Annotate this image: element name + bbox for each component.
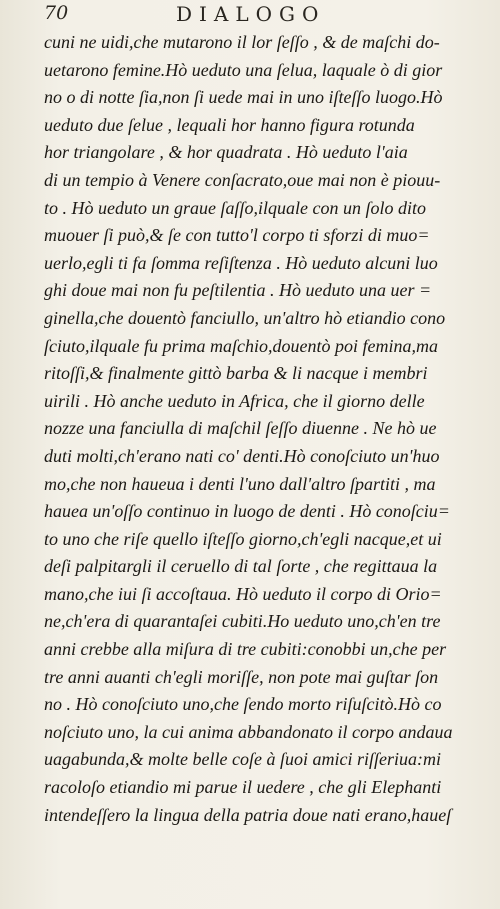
text-line: ghi doue mai non fu peſtilentia . Hò ueduto una uer = xyxy=(44,280,432,301)
text-line: anni crebbe alla miſura di tre cubiti:conobbi un,che per xyxy=(44,639,447,660)
text-line: ſciuto,ilquale fu prima maſchio,douentò poi femina,ma xyxy=(44,335,438,356)
text-line: mo,che non haueua i denti l'uno dall'altro ſpartiti , ma xyxy=(44,473,436,494)
text-line: duti molti,ch'erano nati co' denti.Hò conoſciuto un'huo xyxy=(44,445,440,466)
page-header xyxy=(44,2,464,26)
text-line: di un tempio à Venere conſacrato,oue mai non è piouu‑ xyxy=(44,169,441,190)
running-title: DIALOGO xyxy=(176,2,326,26)
text-line: hor triangolare , & hor quadrata . Hò ueduto l'aia xyxy=(44,142,408,163)
text-line: muouer ſi può,& ſe con tutto'l corpo ti sforzi di muo= xyxy=(44,225,430,246)
text-line: noſciuto uno, la cui anima abbandonato il corpo andaua xyxy=(44,721,453,742)
text-line: ne,ch'era di quarantaſei cubiti.Ho ueduto uno,ch'en tre xyxy=(44,611,441,632)
text-line: to . Hò ueduto un graue ſaſſo,ilquale con un ſolo dito xyxy=(44,197,426,218)
text-line: ueduto due ſelue , lequali hor hanno figura rotunda xyxy=(44,114,415,135)
text-line: intendeſſero la lingua della patria doue nati erano,haueſ xyxy=(44,804,452,825)
text-line: mano,che iui ſi accoſtaua. Hò ueduto il corpo di Orio= xyxy=(44,583,442,604)
text-line: uetarono femine.Hò ueduto una ſelua, laquale ò di gior xyxy=(44,59,443,80)
text-line: uirili . Hò anche ueduto in Africa, che il giorno delle xyxy=(44,390,425,411)
text-line: to uno che riſe quello iſteſſo giorno,ch'egli nacque,et ui xyxy=(44,528,442,549)
text-line: uerlo,egli ti fa ſomma reſiſtenza . Hò ueduto alcuni luo xyxy=(44,252,438,273)
text-line: deſi palpitargli il ceruello di tal ſorte , che regittaua la xyxy=(44,556,438,577)
text-line: nozze una fanciulla di maſchil ſeſſo diuenne . Ne hò ue xyxy=(44,418,437,439)
text-line: uagabunda,& molte belle coſe à ſuoi amici riſſeriua:mi xyxy=(44,749,441,770)
text-line: no . Hò conoſciuto uno,che ſendo morto riſuſcitò.Hò co xyxy=(44,694,442,715)
page-number: 70 xyxy=(44,2,69,24)
text-line: ritoſſi,& finalmente gittò barba & li nacque i membri xyxy=(44,363,428,384)
text-line: racoloſo etiandio mi parue il uedere , che gli Elephanti xyxy=(44,777,442,798)
text-line: cuni ne uidi,che mutarono il lor ſeſſo , & de maſchi do‑ xyxy=(44,32,440,52)
body-text xyxy=(44,29,484,829)
text-line: ginella,che douentò fanciullo, un'altro hò etiandio cono xyxy=(44,307,446,328)
text-line: tre anni auanti ch'egli moriſſe, non pote mai guſtar ſon xyxy=(44,666,439,687)
text-line: no o di notte ſia,non ſi uede mai in uno iſteſſo luogo.Hò xyxy=(44,87,443,108)
text-line: hauea un'oſſo continuo in luogo de denti . Hò conoſciu= xyxy=(44,501,450,522)
